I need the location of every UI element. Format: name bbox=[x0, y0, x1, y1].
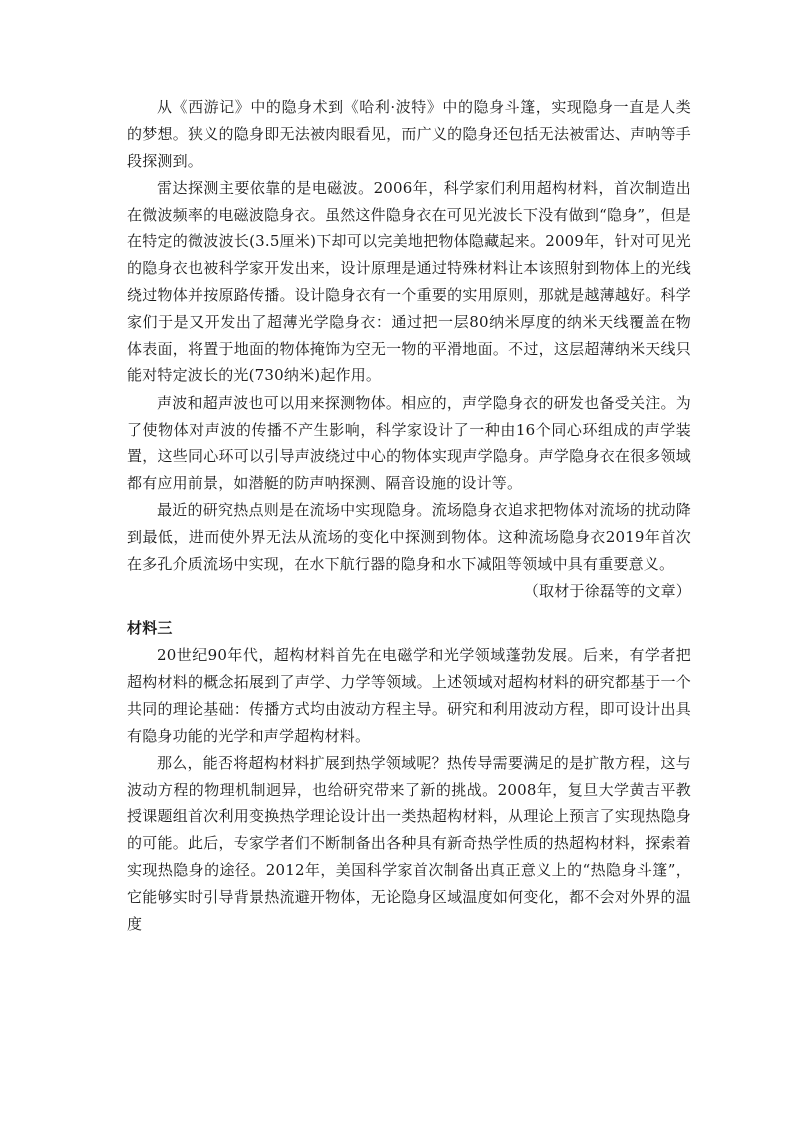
paragraph: 声波和超声波也可以用来探测物体。相应的，声学隐身衣的研发也备受关注。为了使物体对声波的传播不产生影响，科学家设计了一种由16个同心环组成的声学装置，这些同心环可以引导声波绕过中心的物体实现声学隐身。声学隐身衣在很多领域都有应用前景，如潜艇的防声呐探测、隔音设施的设计等。 bbox=[127, 393, 691, 493]
document-body bbox=[127, 94, 691, 938]
section-heading: 材料三 bbox=[127, 619, 173, 638]
source-citation: （取材于徐磊等的文章） bbox=[523, 582, 691, 601]
paragraph: 那么，能否将超构材料扩展到热学领域呢？热传导需要满足的是扩散方程，这与波动方程的物理机制迥异，也给研究带来了新的挑战。2008年，复旦大学黄吉平教授课题组首次利用变换热学理论设计出一类热超构材料，从理论上预言了实现热隐身的可能。此后，专家学者们不断制备出各种具有新奇热学性质的热超构材料，探索着实现热隐身的途径。2012年，美国科学家首次制备出真正意义上的“热隐身斗篷”，它能够实时引导背景热流避开物体，无论隐身区域温度如何变化，都不会对外界的温度 bbox=[127, 753, 691, 933]
paragraph: 雷达探测主要依靠的是电磁波。2006年，科学家们利用超构材料，首次制造出在微波频率的电磁波隐身衣。虽然这件隐身衣在可见光波长下没有做到“隐身”，但是在特定的微波波长(3.5厘米)下却可以完美地把物体隐藏起来。2009年，针对可见光的隐身衣也被科学家开发出来，设计原理是通过特殊材料让本该照射到物体上的光线绕过物体并按原路传播。设计隐身衣有一个重要的实用原则，那就是越薄越好。科学家们于是又开发出了超薄光学隐身衣：通过把一层80纳米厚度的纳米天线覆盖在物体表面，将置于地面的物体掩饰为空无一物的平滑地面。不过，这层超薄纳米天线只能对特定波长的光(730纳米)起作用。 bbox=[127, 178, 691, 385]
paragraph: 最近的研究热点则是在流场中实现隐身。流场隐身衣追求把物体对流场的扰动降到最低，进而使外界无法从流场的变化中探测到物体。这种流场隐身衣2019年首次在多孔介质流场中实现，在水下航行器的隐身和水下减阻等领域中具有重要意义。 bbox=[127, 501, 691, 574]
paragraph: 20世纪90年代，超构材料首先在电磁学和光学领域蓬勃发展。后来，有学者把超构材料的概念拓展到了声学、力学等领域。上述领域对超构材料的研究都基于一个共同的理论基础：传播方式均由波动方程主导。研究和利用波动方程，即可设计出具有隐身功能的光学和声学超构材料。 bbox=[127, 646, 691, 745]
paragraph: 从《西游记》中的隐身术到《哈利·波特》中的隐身斗篷，实现隐身一直是人类的梦想。狭义的隐身即无法被肉眼看见，而广义的隐身还包括无法被雷达、声呐等手段探测到。 bbox=[127, 98, 691, 170]
